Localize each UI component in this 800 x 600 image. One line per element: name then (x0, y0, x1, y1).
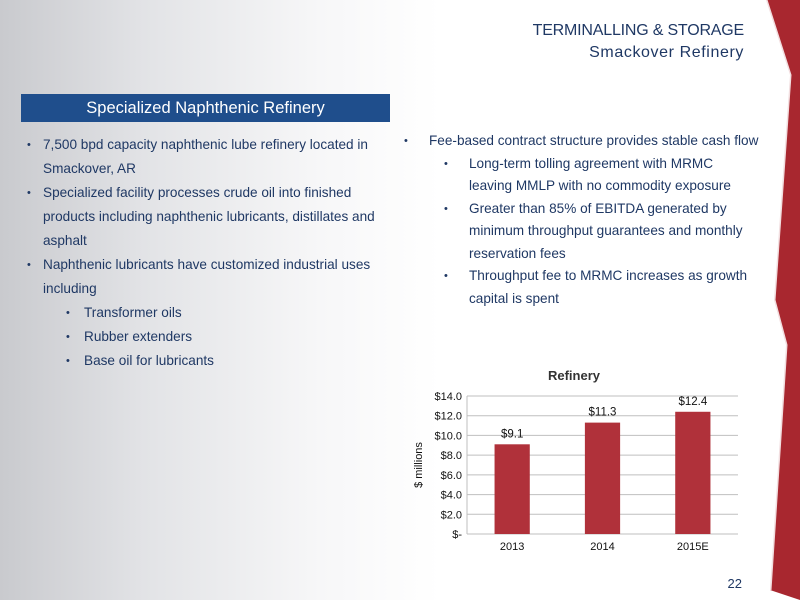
y-tick-label: $10.0 (434, 430, 462, 443)
right-bullet-list (400, 130, 760, 310)
sub-list-item: • Long-term tolling agreement with MRMC leaving MMLP with no commodity exposure (400, 153, 760, 198)
y-tick-label: $8.0 (440, 450, 462, 463)
sub-list-item: • Throughput fee to MRMC increases as growth capital is spent (400, 265, 760, 310)
refinery-bar-chart (404, 362, 748, 560)
list-item (26, 253, 386, 373)
header-title-block (533, 22, 744, 62)
list-item: • Specialized facility processes crude oil into finished products including naphthenic lubricants, distillates and asphalt (26, 181, 386, 253)
sub-bullet-list (400, 153, 760, 311)
bar-2015E (675, 412, 710, 534)
header-category: TERMINALLING & STORAGE (532, 22, 744, 39)
left-bullet-list (26, 133, 386, 373)
y-tick-label: $- (452, 529, 462, 541)
x-tick-label: 2013 (499, 541, 525, 553)
list-item: • Fee-based contract structure provides stable cash flow (400, 130, 760, 153)
chart-bars (495, 412, 711, 534)
refinery-chart (404, 362, 748, 560)
chart-y-axis-label: $ millions (413, 442, 425, 488)
list-item-group (400, 153, 760, 311)
y-tick-label: $2.0 (440, 509, 462, 522)
chart-x-ticks (500, 541, 709, 553)
y-tick-label: $6.0 (440, 469, 462, 482)
page-number: 22 (727, 576, 742, 591)
header-subtitle: Smackover Refinery (589, 44, 744, 61)
data-label: $12.4 (678, 395, 708, 408)
x-tick-label: 2015E (676, 541, 709, 553)
data-label: $9.1 (500, 428, 524, 441)
chart-title: Refinery (547, 368, 601, 383)
y-tick-label: $4.0 (440, 489, 462, 502)
x-tick-label: 2014 (590, 541, 615, 553)
sub-list-item: • Base oil for lubricants (65, 349, 386, 373)
sub-list-item: • Rubber extenders (65, 325, 386, 349)
sub-bullet-list (65, 301, 386, 373)
chart-y-ticks (434, 391, 462, 541)
list-item: • 7,500 bpd capacity naphthenic lube refinery located in Smackover, AR (26, 133, 386, 181)
y-tick-label: $12.0 (434, 410, 462, 423)
data-label: $11.3 (588, 406, 617, 419)
sub-list-item: • Transformer oils (65, 301, 386, 325)
sub-list-item: • Greater than 85% of EBITDA generated by minimum throughput guarantees and monthly reservation fees (400, 198, 760, 266)
section-header: Specialized Naphthenic Refinery (21, 94, 390, 122)
y-tick-label: $14.0 (434, 391, 462, 403)
bar-2014 (585, 423, 620, 534)
list-item-text: Naphthenic lubricants have customized industrial uses including (43, 257, 371, 296)
bar-2013 (495, 444, 530, 534)
